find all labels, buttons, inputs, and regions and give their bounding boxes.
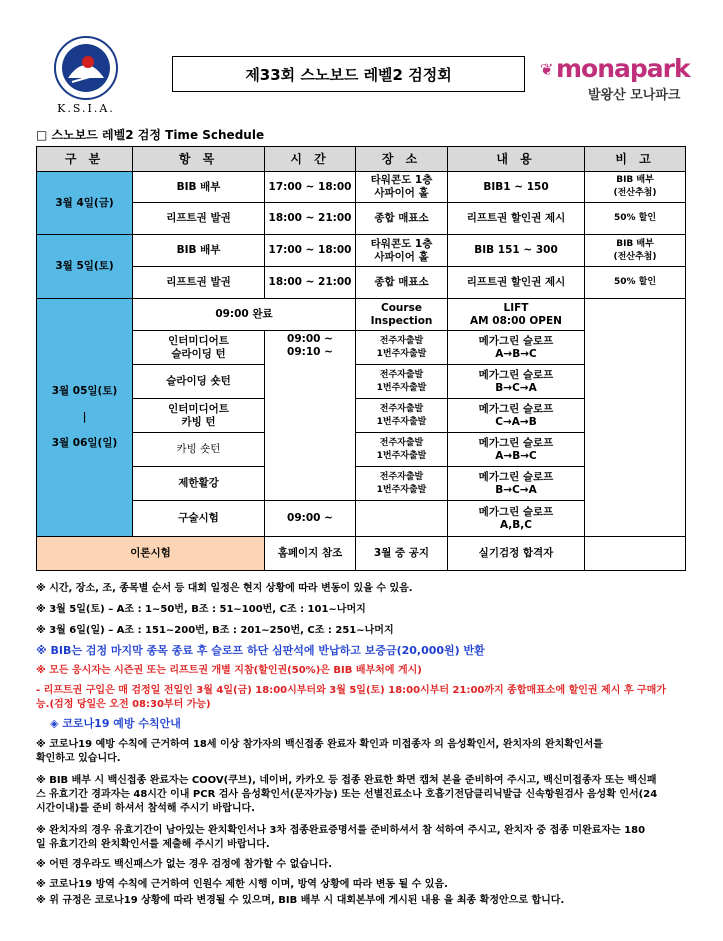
content-cell: 메가그린 슬로프 A→B→C: [448, 433, 585, 467]
note-line: 시간이내)를 준비 하셔서 참석해 주시기 바랍니다.: [36, 803, 255, 814]
table-row: [37, 235, 686, 267]
table-row: [37, 267, 686, 299]
note-line: ※ 시간, 장소, 조, 종목별 순서 등 대회 일정은 현지 상황에 따라 변동이 있을 수 있음.: [36, 583, 413, 594]
item-cell: 카빙 숏턴: [133, 433, 265, 467]
time-cell: 18:00 ~ 21:00: [265, 267, 356, 299]
place-cell: 종합 매표소: [356, 203, 448, 235]
place-cell: [356, 501, 448, 537]
note-line: ※ 3월 5일(토) – A조 : 1~50번, B조 : 51~100번, C조 : 101~나머지: [36, 604, 366, 615]
content-cell: 메가그린 슬로프 C→A→B: [448, 399, 585, 433]
schedule-table: [36, 146, 686, 571]
table-row: [37, 537, 686, 571]
place-cell: 타워콘도 1층 사파이어 홀: [356, 235, 448, 267]
content-cell: 실기검정 합격자: [448, 537, 585, 571]
note-cell: BIB 배부 (전산추첨): [585, 172, 686, 203]
content-cell: 리프트권 할인권 제시: [448, 267, 585, 299]
course-cell: Course Inspection: [356, 299, 448, 331]
brand-name: monapark: [556, 54, 690, 83]
place-cell: 3월 중 공지: [356, 537, 448, 571]
item-cell: 리프트권 발권: [133, 267, 265, 299]
item-cell: 인터미디어트 슬라이딩 턴: [133, 331, 265, 365]
note-cell: 50% 할인: [585, 203, 686, 235]
content-cell: BIB1 ~ 150: [448, 172, 585, 203]
content-cell: 메가그린 슬로프 A→B→C: [448, 331, 585, 365]
content-cell: 메가그린 슬로프 B→C→A: [448, 467, 585, 501]
time-cell: 17:00 ~ 18:00: [265, 172, 356, 203]
ksia-emblem-icon: [38, 34, 134, 102]
table-header-row: [37, 147, 686, 172]
place-cell: 전주자출발 1번주자출발: [356, 399, 448, 433]
place-cell: 종합 매표소: [356, 267, 448, 299]
header-cell: 내 용: [448, 147, 585, 172]
note-line: ※ BIB 배부 시 백신접종 완료자는 COOV(쿠브), 네이버, 카카오 등 접종 완료한 화면 캡쳐 본을 준비하여 주시고, 백신미접종자 또는 백신패: [36, 775, 657, 786]
start-cell: 09:00 완료: [133, 299, 356, 331]
ksia-logo: [38, 34, 134, 118]
content-cell: BIB 151 ~ 300: [448, 235, 585, 267]
item-cell: BIB 배부: [133, 235, 265, 267]
time-cell: 17:00 ~ 18:00: [265, 235, 356, 267]
note-line: ※ 어떤 경우라도 백신패스가 없는 경우 검정에 참가할 수 없습니다.: [36, 859, 333, 870]
table-row: [37, 203, 686, 235]
time-cell: 09:00 ~ 09:10 ~: [265, 331, 356, 501]
content-cell: 리프트권 할인권 제시: [448, 203, 585, 235]
logo-caption: K.S.I.A.: [57, 102, 115, 115]
schedule-title: □ 스노보드 레벨2 검정 Time Schedule: [36, 128, 265, 142]
note-line: ※ 모든 응시자는 시즌권 또는 리프트권 개별 지참(할인권(50%)은 BIB 배부처에 게시): [36, 665, 422, 676]
note-line: - 리프트권 구입은 매 검정일 전일인 3월 4일(금) 18:00시부터와 3월 5일(토) 18:00시부터 21:00까지 종합매표소에 할인권 제시 후 구매가: [36, 685, 666, 696]
place-cell: 타워콘도 1층 사파이어 홀: [356, 172, 448, 203]
note-line: 능.(검정 당일은 오전 08:30부터 가능): [36, 699, 211, 710]
item-cell: 슬라이딩 숏턴: [133, 365, 265, 399]
time-cell: 09:00 ~: [265, 501, 356, 537]
lift-cell: LIFT AM 08:00 OPEN: [448, 299, 585, 331]
place-cell: 전주자출발 1번주자출발: [356, 433, 448, 467]
note-line: ※ 코로나19 방역 수칙에 근거하여 인원수 제한 시행 이며, 방역 상황에 따라 변동 될 수 있음.: [36, 879, 448, 890]
header-cell: 비 고: [585, 147, 686, 172]
empty-note-cell: [585, 299, 686, 537]
header-cell: 장 소: [356, 147, 448, 172]
table-row: [37, 172, 686, 203]
note-cell: 50% 할인: [585, 267, 686, 299]
note-line: 스 유효기간 경과자는 48시간 이내 PCR 검사 음성확인서(문자가능) 또는 선별진료소나 호흡기전담클리닉발급 신속항원검사 음성확 인서(24: [36, 789, 658, 800]
note-line: ※ 완치자의 경우 유효기간이 남아있는 완치확인서나 3차 접종완료증명서를 준비하셔서 참 석하여 주시고, 완치자 중 접종 미완료자는 180: [36, 825, 646, 836]
place-cell: 전주자출발 1번주자출발: [356, 467, 448, 501]
item-cell: 리프트권 발권: [133, 203, 265, 235]
note-line: 확인하고 있습니다.: [36, 753, 121, 764]
content-cell: 메가그린 슬로프 A,B,C: [448, 501, 585, 537]
item-cell: 구술시험: [133, 501, 265, 537]
place-cell: 전주자출발 1번주자출발: [356, 365, 448, 399]
covid-title: ◈ 코로나19 예방 수칙안내: [50, 717, 181, 730]
note-cell: BIB 배부 (전산추첨): [585, 235, 686, 267]
header-cell: 시 간: [265, 147, 356, 172]
table-row: [37, 299, 686, 331]
page-title: 제33회 스노보드 레벨2 검정회: [172, 56, 525, 92]
note-line: ※ 위 규정은 코로나19 상황에 따라 변경될 수 있으며, BIB 배부 시 대회본부에 게시된 내용 을 최종 확정안으로 합니다.: [36, 895, 565, 906]
item-cell: 인터미디어트 카빙 턴: [133, 399, 265, 433]
note-cell: [585, 537, 686, 571]
time-cell: 홈페이지 참조: [265, 537, 356, 571]
theory-label: 이론시험: [37, 537, 265, 571]
place-cell: 전주자출발 1번주자출발: [356, 331, 448, 365]
note-line: ※ BIB는 검정 마지막 종목 종료 후 슬로프 하단 심판석에 반납하고 보증금(20,000원) 반환: [36, 644, 485, 657]
note-line: ※ 코로나19 예방 수칙에 근거하여 18세 이상 참가자의 백신접종 완료자 확인과 미접종자 의 음성확인서, 완치자의 완치확인서를: [36, 739, 603, 750]
time-cell: 18:00 ~ 21:00: [265, 203, 356, 235]
note-line: 일 유효기간의 완치확인서를 제출해 주시기 바랍니다.: [36, 839, 270, 850]
leaf-icon: ❦: [540, 60, 554, 79]
note-line: ※ 3월 6일(일) – A조 : 151~200번, B조 : 201~250번, C조 : 251~나머지: [36, 625, 394, 636]
header-cell: 구 분: [37, 147, 133, 172]
brand-sub: 발왕산 모나파크: [588, 88, 681, 103]
day-label: 3월 4일(금): [37, 172, 133, 235]
content-cell: 메가그린 슬로프 B→C→A: [448, 365, 585, 399]
monapark-logo: [540, 52, 690, 102]
header-cell: 항 목: [133, 147, 265, 172]
day-label: 3월 05일(토) | 3월 06일(일): [37, 299, 133, 537]
item-cell: 제한활강: [133, 467, 265, 501]
item-cell: BIB 배부: [133, 172, 265, 203]
day-label: 3월 5일(토): [37, 235, 133, 299]
